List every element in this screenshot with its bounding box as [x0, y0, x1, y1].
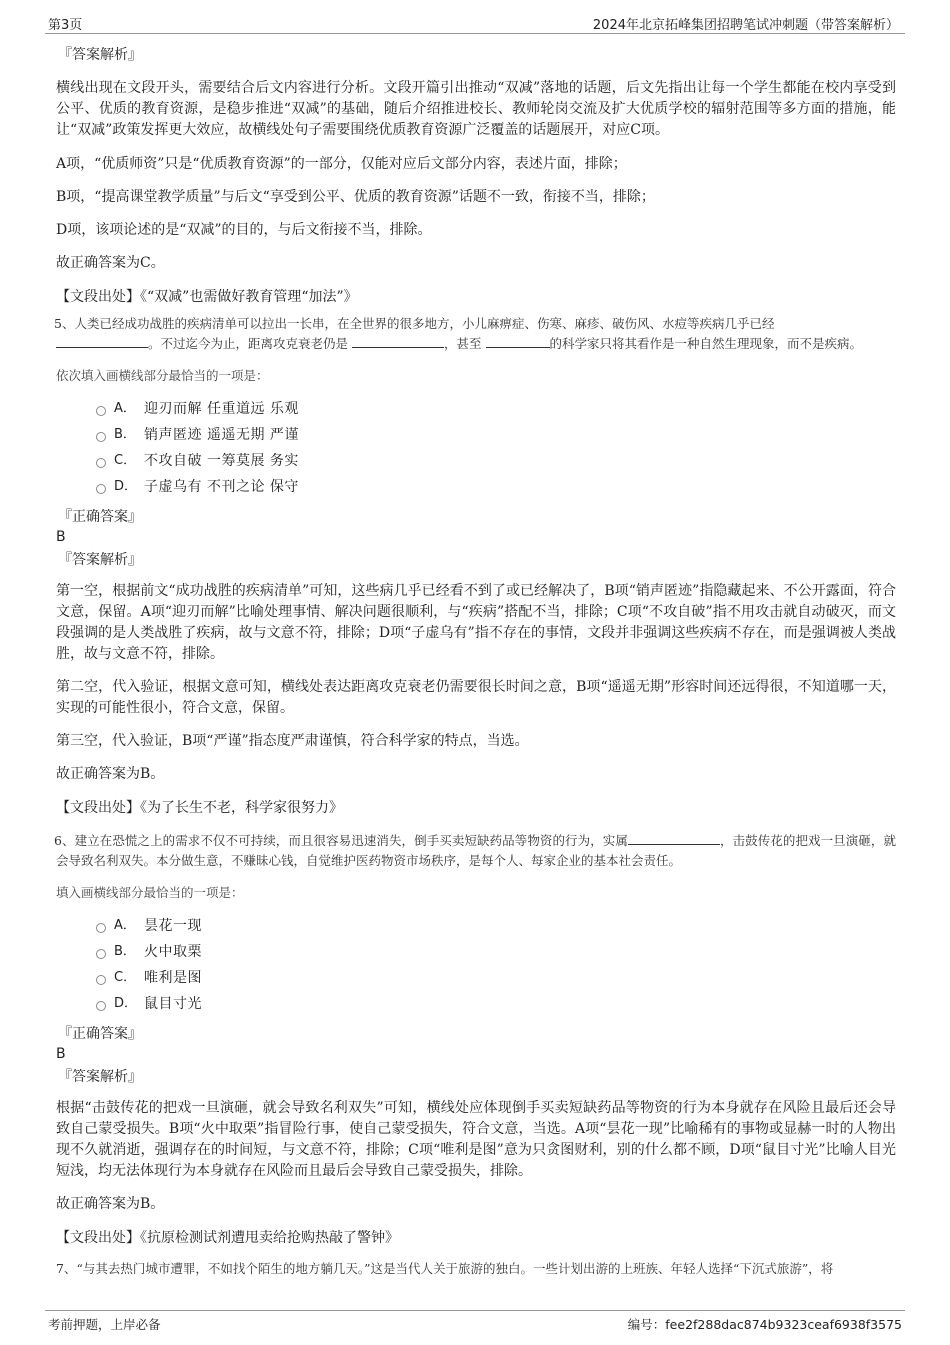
source-citation: 【文段出处】《“双减”也需做好教育管理“加法”》: [56, 289, 358, 305]
fill-blank: [628, 831, 720, 845]
radio-icon[interactable]: [96, 1001, 106, 1011]
analysis-tag: 『答案解析』: [58, 1069, 142, 1085]
radio-icon[interactable]: [96, 458, 106, 468]
fill-blank: [486, 334, 550, 348]
analysis-paragraph: 横线出现在文段开头，需要结合后文内容进行分析。文段开篇引出推动“双减”落地的话题，后文先指出让每一个学生都能在校内享受到公平、优质的教育资源，是稳步推进“双减”的基础，随后介绍推进校长、教师轮岗交流及扩大优质学校的辐射范围等多方面的措施，能让“双减”政策发挥更大效应，故横线处句子需要围绕优质教育资源广泛覆盖的话题展开，对应C项。: [56, 80, 896, 138]
question-prompt: 填入画横线部分最恰当的一项是：: [56, 885, 244, 900]
analysis-paragraph: A项，“优质师资”只是“优质教育资源”的一部分，仅能对应后文部分内容，表述片面，排除；: [56, 156, 627, 172]
option-c[interactable]: C． 唯利是图: [96, 965, 896, 991]
option-c[interactable]: C． 不攻自破 一筹莫展 务实: [96, 448, 896, 474]
page-number: 第3页: [48, 18, 83, 33]
radio-icon[interactable]: [96, 975, 106, 985]
analysis-paragraph: 第三空，代入验证，B项“严谨”指态度严肃谨慎，符合科学家的特点，当选。: [56, 733, 529, 749]
answer-statement: 故正确答案为B。: [56, 766, 165, 782]
analysis-paragraph: 第二空，代入验证，根据文意可知，横线处表达距离攻克衰老仍需要很长时间之意，B项“遥遥无期”形容时间还远得很，不知道哪一天，实现的可能性很小，符合文意，保留。: [56, 679, 896, 716]
question-stem: 7、“与其去热门城市遭罪，不如找个陌生的地方躺几天。”这是当代人关于旅游的独白。一些计划出游的上班族、年轻人选择“下沉式旅游”，将: [56, 1261, 834, 1276]
correct-answer: B: [56, 529, 66, 545]
correct-answer-tag: 『正确答案』: [58, 509, 142, 525]
fill-blank: [352, 334, 444, 348]
correct-answer-tag: 『正确答案』: [58, 1026, 142, 1042]
question-prompt: 依次填入画横线部分最恰当的一项是：: [56, 368, 269, 383]
analysis-paragraph: B项，“提高课堂教学质量”与后文“享受到公平、优质的教育资源”话题不一致，衔接不当，排除；: [56, 189, 655, 205]
option-a[interactable]: A． 迎刃而解 任重道远 乐观: [96, 396, 896, 422]
option-b[interactable]: B． 火中取栗: [96, 939, 896, 965]
option-list: [96, 913, 896, 1017]
radio-icon[interactable]: [96, 432, 106, 442]
option-d[interactable]: D． 鼠目寸光: [96, 991, 896, 1017]
document-title: 2024年北京拓峰集团招聘笔试冲刺题（带答案解析）: [592, 18, 899, 33]
radio-icon[interactable]: [96, 923, 106, 933]
document-id: 编号：fee2f288dac874b9323ceaf6938f3575: [627, 1317, 902, 1332]
source-citation: 【文段出处】《抗原检测试剂遭甩卖给抢购热敲了警钟》: [56, 1230, 399, 1246]
option-b[interactable]: B． 销声匿迹 遥遥无期 严谨: [96, 422, 896, 448]
answer-statement: 故正确答案为B。: [56, 1196, 165, 1212]
option-list: [96, 396, 896, 500]
analysis-tag: 『答案解析』: [58, 47, 142, 63]
radio-icon[interactable]: [96, 484, 106, 494]
radio-icon[interactable]: [96, 406, 106, 416]
page-footer: [45, 1310, 905, 1334]
radio-icon[interactable]: [96, 949, 106, 959]
source-citation: 【文段出处】《为了长生不老，科学家很努力》: [56, 800, 343, 816]
analysis-paragraph: 根据“击鼓传花的把戏一旦演砸，就会导致名利双失”可知，横线处应体现倒手买卖短缺药品等物资的行为本身就存在风险且最后还会导致自己蒙受损失。B项“火中取栗”指冒险行事，使自己蒙受损失，符合文意，当选。A项“昙花一现”比喻稀有的事物或显赫一时的人物出现不久就消逝，强调存在的时间短，与文意不符，排除；C项“唯利是图”意为只贪图财利，别的什么都不顾，D项“鼠目寸光”比喻人目光短浅，均无法体现行为本身就存在风险而且最后会导致自己蒙受损失，排除。: [56, 1100, 896, 1179]
question-stem: 6、建立在恐慌之上的需求不仅不可持续，而且很容易迅速消失，倒手买卖短缺药品等物资的行为，实属 ，击鼓传花的把戏一旦演砸，就会导致名利双失。本分做生意，不赚昧心钱，自觉维护医药物资市场秩序，是每个人、每家企业的基本社会责任。: [54, 833, 896, 868]
page-header: [45, 12, 905, 34]
analysis-tag: 『答案解析』: [58, 552, 142, 568]
document-body: [56, 44, 896, 1279]
question-stem: 5、人类已经成功战胜的疾病清单可以拉出一长串，在全世界的很多地方，小儿麻痹症、伤寒、麻疹、破伤风、水痘等疾病几乎已经 。不过迄今为止，距离攻克衰老仍是 ，甚至 的科学家只将其看作是一种自然生理现象，而不是疾病。: [54, 316, 863, 351]
fill-blank: [56, 334, 148, 348]
analysis-paragraph: 第一空，根据前文“成功战胜的疾病清单”可知，这些病几乎已经看不到了或已经解决了，B项“销声匿迹”指隐藏起来、不公开露面，符合文意，保留。A项“迎刃而解”比喻处理事情、解决问题很顺利，与“疾病”搭配不当，排除；C项“不攻自破”指不用攻击就自动破灭，而文段强调的是人类战胜了疾病，故与文意不符，排除；D项“子虚乌有”指不存在的事情，文段并非强调这些疾病不存在，而是强调被人类战胜，故与文意不符，排除。: [56, 583, 896, 662]
option-d[interactable]: D． 子虚乌有 不刊之论 保守: [96, 474, 896, 500]
footer-slogan: 考前押题，上岸必备: [48, 1317, 161, 1332]
analysis-paragraph: D项，该项论述的是“双减”的目的，与后文衔接不当，排除。: [56, 222, 432, 238]
answer-statement: 故正确答案为C。: [56, 255, 165, 271]
option-a[interactable]: A． 昙花一现: [96, 913, 896, 939]
correct-answer: B: [56, 1046, 66, 1062]
